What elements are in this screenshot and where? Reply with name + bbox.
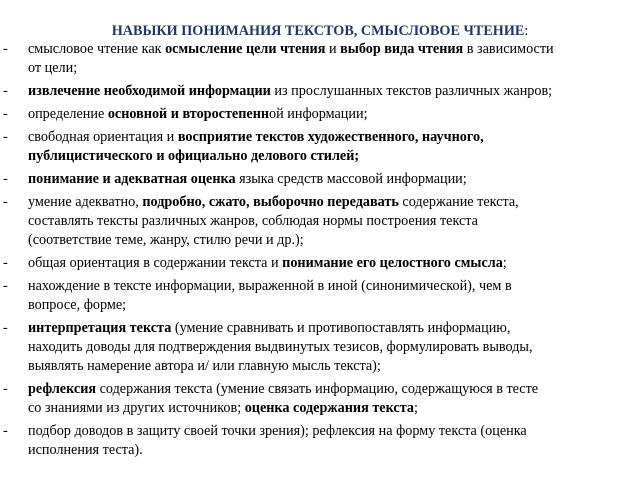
bold-text: выбор вида чтения: [340, 41, 464, 57]
body-text: от цели;: [28, 60, 78, 76]
body-text: содержания текста (умение связать информацию, содержащуюся в тесте: [96, 381, 539, 397]
bold-text: основной и второстепенн: [107, 106, 270, 122]
body-text: смысловое чтение как: [28, 41, 166, 57]
bullet-item: [0, 254, 632, 273]
body-text: и: [325, 41, 341, 57]
bold-text: осмысление цели чтения: [165, 41, 326, 57]
bullet-dash-icon: -: [3, 255, 8, 271]
bold-text: публицистического и официально делового стилей;: [28, 148, 360, 164]
body-text: (умение сравнивать и противопоставлять информацию,: [171, 320, 511, 336]
bullet-item: [0, 105, 632, 124]
body-text: общая ориентация в содержании текста и: [28, 255, 283, 271]
bullet-item: [0, 193, 632, 250]
body-text: свободная ориентация и: [28, 129, 178, 145]
body-text: содержание текста,: [398, 194, 519, 210]
bold-text: извлечение необходимой информации: [28, 83, 271, 99]
bullet-item: [0, 422, 632, 460]
title-heading: НАВЫКИ ПОНИМАНИЯ ТЕКСТОВ, СМЫСЛОВОЕ ЧТЕНИЕ: [111, 23, 525, 39]
bullet-dash-icon: -: [3, 381, 8, 397]
body-text: подбор доводов в защиту своей точки зрения); рефлексия на форму текста (оценка: [28, 423, 527, 439]
bullet-item: [0, 82, 632, 101]
bullet-item: [0, 40, 632, 78]
body-text: ой информации;: [269, 106, 368, 122]
body-text: из прослушанных текстов различных жанров;: [270, 83, 553, 99]
bold-text: подробно, сжато, выборочно передавать: [142, 194, 399, 210]
bold-text: рефлексия: [28, 381, 97, 397]
body-text: выявлять намерение автора и/ или главную мысль текста);: [28, 358, 381, 374]
bullet-dash-icon: -: [3, 171, 8, 187]
body-text: нахождение в тексте информации, выраженной в иной (синонимической), чем в: [28, 278, 512, 294]
bold-text: оценка содержания текста: [244, 400, 414, 416]
bullet-list: [0, 40, 632, 460]
bold-text: восприятие текстов художественного, научного,: [177, 129, 484, 145]
bullet-item: [0, 319, 632, 376]
body-text: определение: [28, 106, 108, 122]
body-text: исполнения теста).: [28, 442, 143, 458]
bold-text: понимание его целостного смысла: [282, 255, 503, 271]
body-text: вопросе, форме;: [28, 297, 127, 313]
bullet-dash-icon: -: [3, 129, 8, 145]
bullet-item: [0, 380, 632, 418]
bullet-dash-icon: -: [3, 423, 8, 439]
bullet-item: [0, 128, 632, 166]
bullet-dash-icon: -: [3, 320, 8, 336]
bullet-item: [0, 277, 632, 315]
body-text: (соответствие теме, жанру, стилю речи и др.);: [28, 232, 304, 248]
bullet-dash-icon: -: [3, 83, 8, 99]
body-text: ;: [413, 400, 418, 416]
bold-text: понимание и адекватная оценка: [28, 171, 236, 187]
body-text: со знаниями из других источников;: [28, 400, 245, 416]
body-text: составлять тексты различных жанров, соблюдая нормы построения текста: [28, 213, 478, 229]
bullet-item: [0, 170, 632, 189]
bullet-dash-icon: -: [3, 41, 8, 57]
bold-text: интерпретация текста: [28, 320, 172, 336]
bullet-dash-icon: -: [3, 194, 8, 210]
body-text: находить доводы для подтверждения выдвинутых тезисов, формулировать выводы,: [28, 339, 533, 355]
body-text: в зависимости: [463, 41, 554, 57]
bullet-dash-icon: -: [3, 278, 8, 294]
slide-title: [0, 22, 640, 40]
body-text: ;: [502, 255, 507, 271]
bullet-dash-icon: -: [3, 106, 8, 122]
title-colon: :: [524, 23, 529, 39]
body-text: языка средств массовой информации;: [235, 171, 467, 187]
body-text: умение адекватно,: [28, 194, 143, 210]
